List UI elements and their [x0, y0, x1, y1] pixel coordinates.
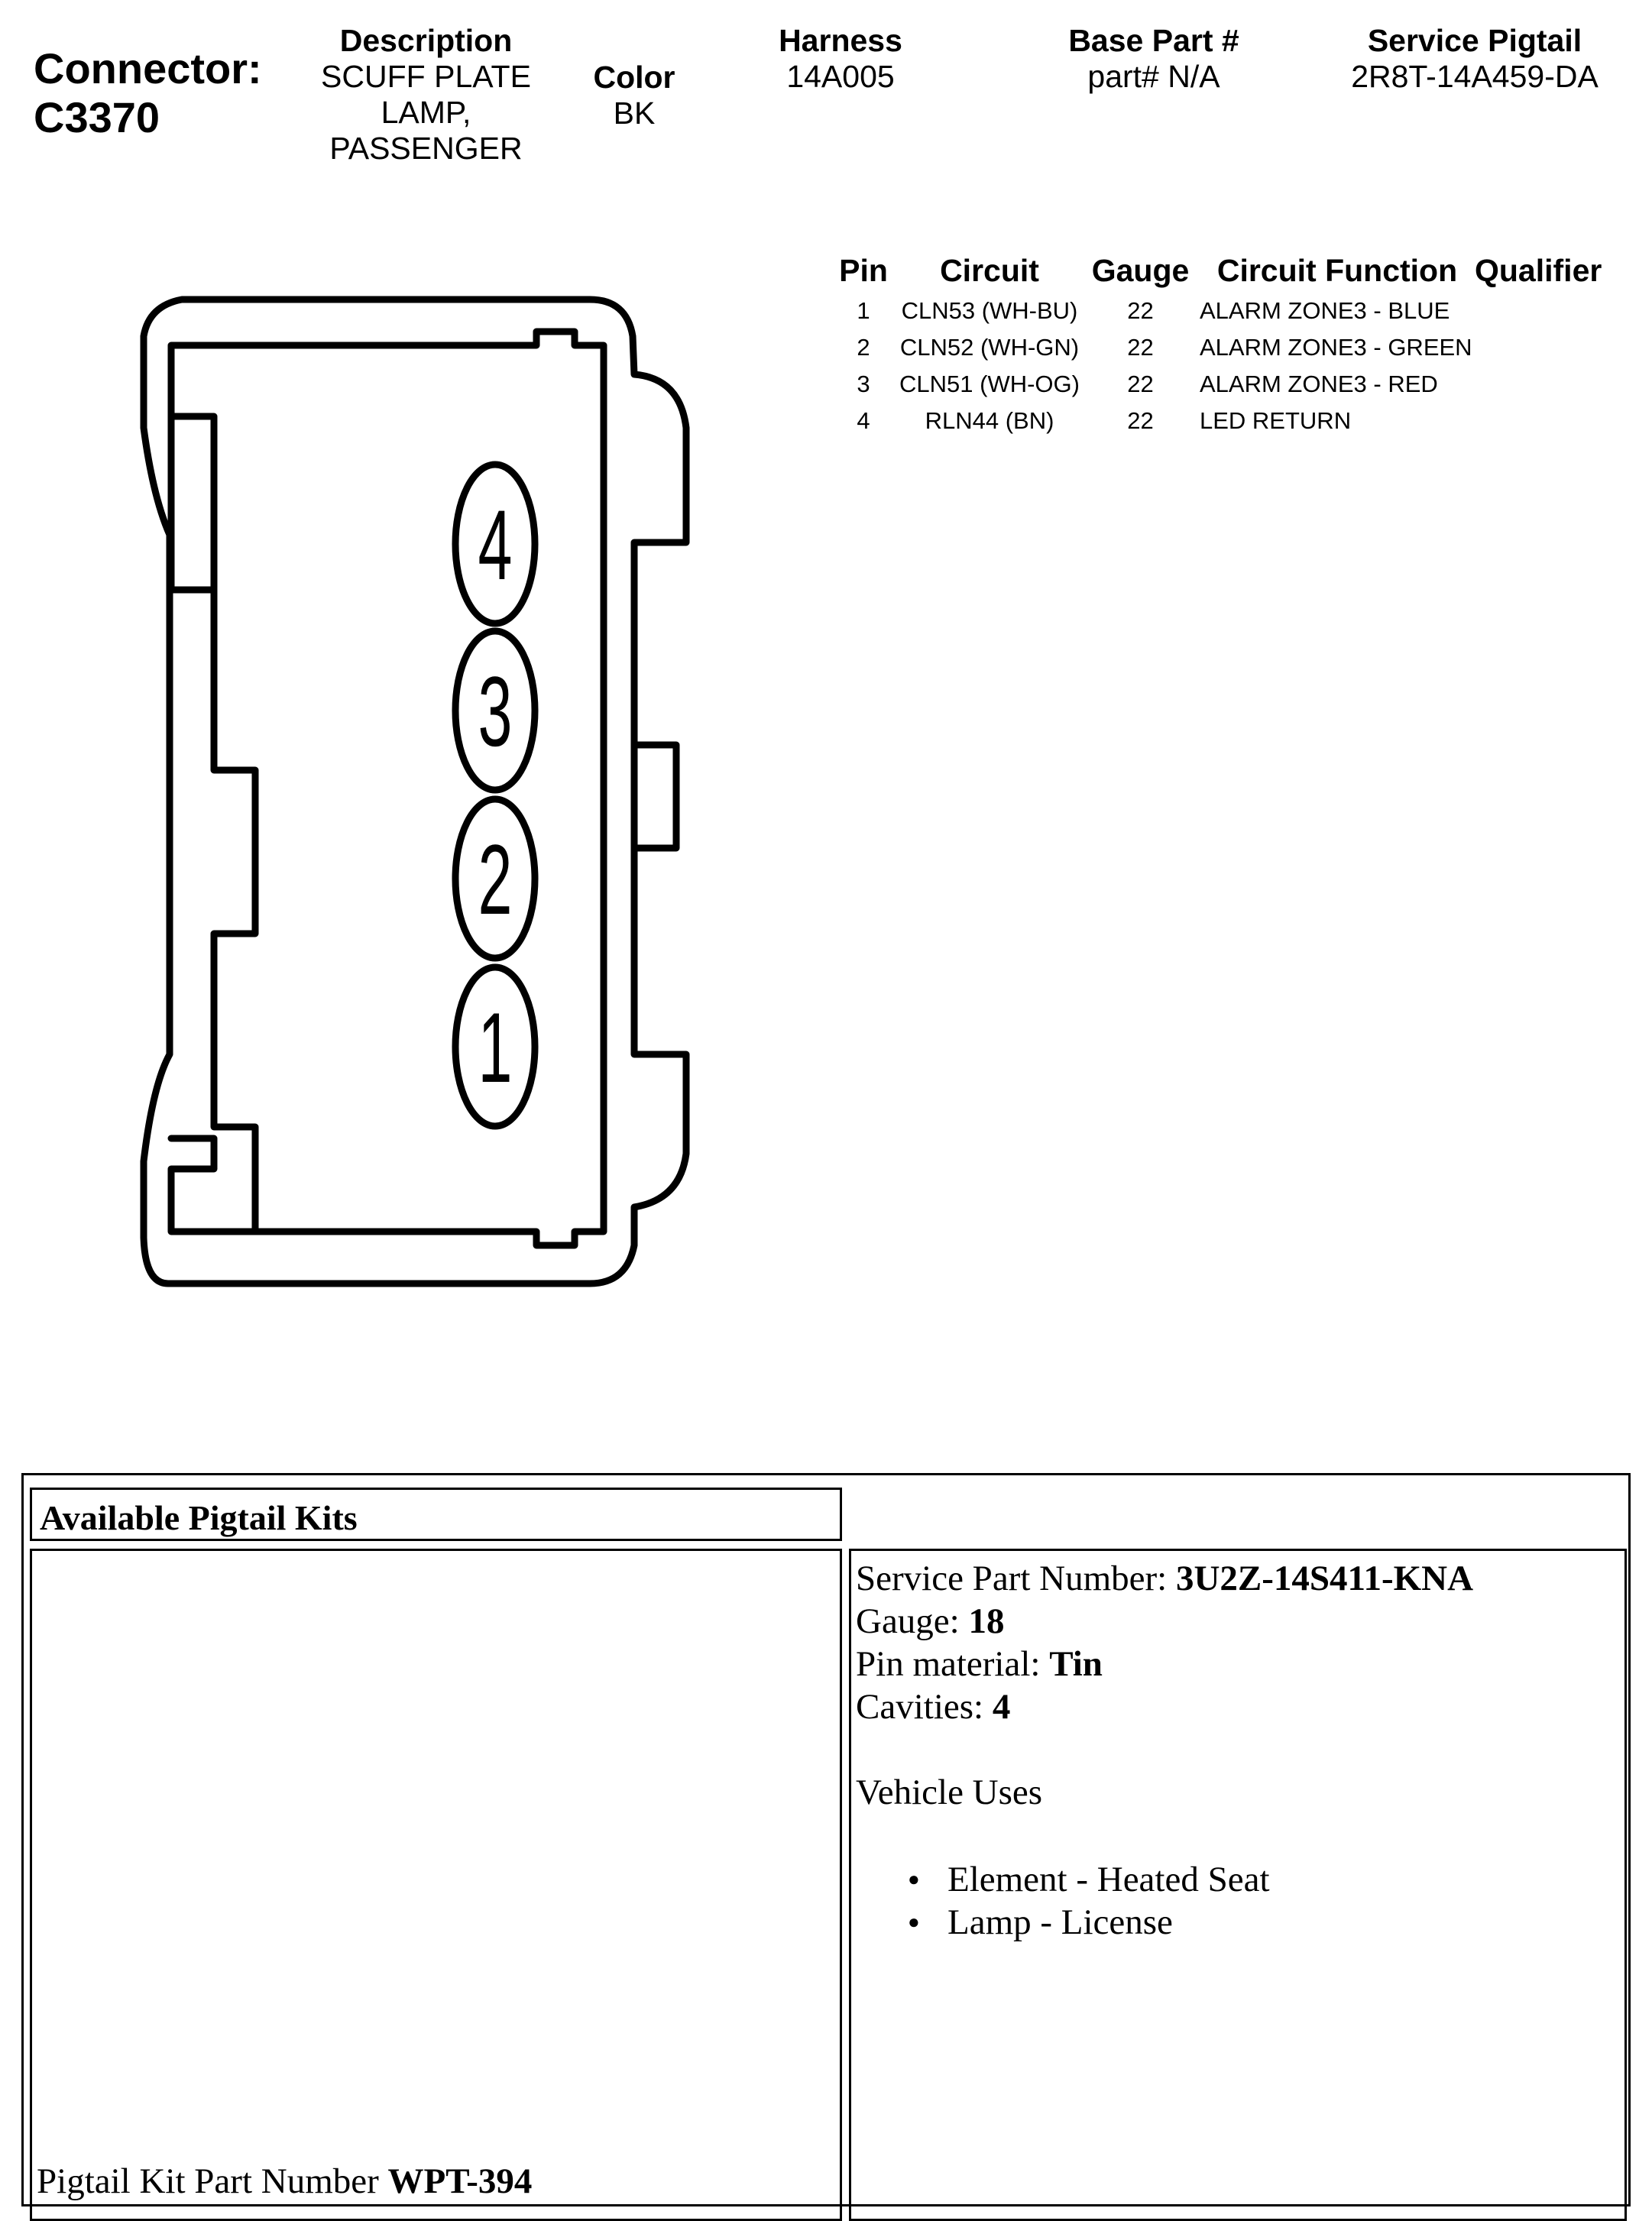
cavity-step: [171, 1138, 255, 1232]
gauge-label: Gauge:: [856, 1601, 969, 1641]
cavities-value: 4: [992, 1687, 1011, 1727]
cell-pin: 3: [857, 371, 870, 397]
cavities-line: [856, 1685, 1473, 1728]
table-row: [829, 293, 1628, 329]
description-label: Description: [339, 23, 513, 58]
table-row: [829, 329, 1628, 366]
cell-function: ALARM ZONE3 - GREEN: [1200, 334, 1472, 361]
gauge-value: 18: [968, 1601, 1005, 1641]
service-pigtail-label: Service Pigtail: [1367, 23, 1582, 58]
cell-pin: 1: [857, 297, 870, 324]
service-part-number-label: Service Part Number:: [856, 1559, 1176, 1598]
pigtail-specs: [856, 1557, 1473, 1944]
cell-circuit: CLN52 (WH-GN): [899, 334, 1080, 361]
connector-title: [34, 44, 262, 142]
pin-material-label: Pin material:: [856, 1644, 1050, 1684]
cell-qualifier: [1475, 329, 1628, 366]
cell-qualifier: [1475, 366, 1628, 403]
pin-table-header: [829, 248, 1628, 293]
cell-circuit: CLN51 (WH-OG): [899, 371, 1080, 397]
color-column: [569, 60, 699, 131]
description-column: [309, 23, 543, 167]
cell-pin: 4: [857, 407, 870, 434]
service-pigtail-column: [1314, 23, 1635, 95]
base-part-value: part# N/A: [1087, 59, 1220, 94]
pigtail-kits-title: Available Pigtail Kits: [40, 1498, 358, 1537]
pin-table: [829, 248, 1628, 439]
pin-1-label: 1: [478, 992, 513, 1103]
harness-value: 14A005: [786, 59, 895, 94]
cell-circuit: CLN53 (WH-BU): [901, 297, 1078, 324]
kit-part-label: Pigtail Kit Part Number: [37, 2161, 388, 2201]
latch-tab: [634, 745, 676, 848]
service-part-number-line: [856, 1557, 1473, 1600]
pigtail-kit-part-number: [37, 2161, 532, 2202]
table-row: [829, 403, 1628, 439]
cell-gauge: 22: [1127, 297, 1154, 324]
cell-qualifier: [1475, 403, 1628, 439]
kit-part-value: WPT-394: [387, 2161, 533, 2201]
pigtail-kit-image-cell: [30, 1549, 842, 2221]
connector-face-diagram: [115, 275, 695, 1299]
cell-function: ALARM ZONE3 - BLUE: [1200, 297, 1450, 324]
harness-label: Harness: [779, 23, 902, 58]
gauge-line: [856, 1600, 1473, 1643]
table-row: [829, 366, 1628, 403]
cell-function: ALARM ZONE3 - RED: [1200, 371, 1438, 397]
list-item: ● Lamp - License: [947, 1901, 1473, 1944]
vehicle-uses-list: [856, 1858, 1473, 1944]
pigtail-spec-cell: [849, 1549, 1627, 2221]
cell-qualifier: [1475, 293, 1628, 329]
pin-material-line: [856, 1643, 1473, 1685]
vehicle-uses-title: Vehicle Uses: [856, 1773, 1043, 1812]
description-line-1: SCUFF PLATE: [321, 59, 531, 94]
header-qualifier: Qualifier: [1475, 252, 1602, 288]
base-part-column: [1028, 23, 1280, 95]
pin-3-label: 3: [478, 656, 513, 767]
color-label: Color: [593, 60, 675, 95]
pin-material-value: Tin: [1049, 1644, 1103, 1684]
pin-4-label: 4: [478, 489, 513, 601]
connector-id: C3370: [34, 93, 160, 141]
header-pin: Pin: [839, 252, 888, 288]
header-gauge: Gauge: [1091, 252, 1190, 288]
description-line-3: PASSENGER: [329, 131, 523, 166]
cell-function: LED RETURN: [1200, 407, 1352, 434]
color-value: BK: [613, 96, 656, 131]
pigtail-header-spacer: [849, 1488, 1627, 1541]
base-part-label: Base Part #: [1068, 23, 1239, 58]
cavities-label: Cavities:: [856, 1687, 993, 1727]
cavity-step: [171, 416, 214, 590]
cell-circuit: RLN44 (BN): [925, 407, 1054, 434]
header-circuit: Circuit: [940, 252, 1039, 288]
cell-gauge: 22: [1127, 371, 1154, 397]
pigtail-kits-table: [21, 1473, 1631, 2206]
harness-column: [756, 23, 925, 95]
cell-gauge: 22: [1127, 334, 1154, 361]
service-pigtail-value: 2R8T-14A459-DA: [1351, 59, 1599, 94]
header-circuit-function: Circuit Function: [1216, 252, 1458, 288]
cell-pin: 2: [857, 334, 870, 361]
cavity-outline: [171, 332, 604, 1245]
description-line-2: LAMP,: [381, 95, 471, 130]
pigtail-kits-header-cell: [30, 1488, 842, 1541]
pin-2-label: 2: [478, 824, 513, 935]
cell-gauge: 22: [1127, 407, 1154, 434]
service-part-number-value: 3U2Z-14S411-KNA: [1175, 1559, 1474, 1598]
list-item: ● Element - Heated Seat: [947, 1858, 1473, 1901]
connector-label: Connector:: [34, 44, 262, 92]
